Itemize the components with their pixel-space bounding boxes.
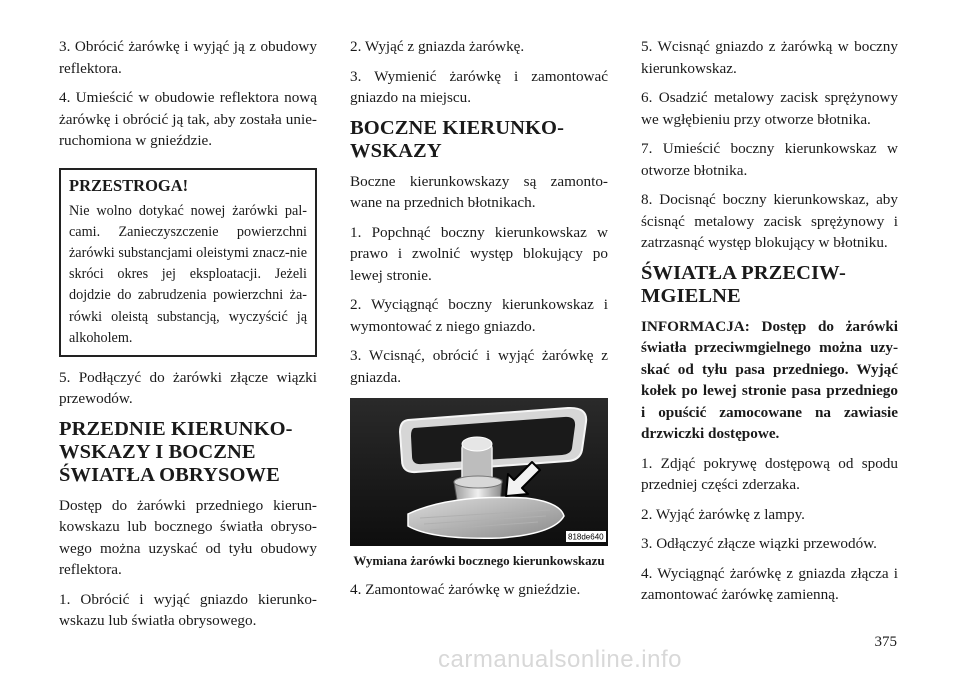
figure-code: 818de640: [568, 532, 604, 542]
step-paragraph: 4. Umieścić w obudowie reflektora nową żarówkę i obrócić ją tak, aby została unie-ruchomiona w gnieździe.: [59, 89, 317, 149]
step-paragraph: 2. Wyjąć żarówkę z lampy.: [641, 505, 805, 523]
section-heading: ŚWIATŁA PRZECIW-MGIELNE: [641, 261, 846, 307]
warning-text: Nie wolno dotykać nowej żarówki pal-cami. Zanieczyszczenie powierzchni żarówki substancjami oleistymi znacz-nie skróci okres jej eksploatacji. Jeżeli dojdzie do zabrudzenia powierzchni ża-rówki oleistą substancją, wyczyścić ją alkoholem.: [69, 202, 307, 346]
warning-title: PRZESTROGA!: [69, 175, 189, 195]
column-right: [641, 36, 898, 614]
step-paragraph: 5. Podłączyć do żarówki złącze wiązki przewodów.: [59, 368, 317, 408]
body-paragraph: Boczne kierunkowskazy są zamonto-wane na przednich błotnikach.: [350, 172, 608, 211]
section-heading: BOCZNE KIERUNKO-WSKAZY: [350, 116, 565, 162]
step-paragraph: 6. Osadzić metalowy zacisk sprężynowy we wgłębieniu przy otworze błotnika.: [641, 89, 898, 128]
step-paragraph: 5. Wcisnąć gniazdo z żarówką w boczny kierunkowskaz.: [641, 38, 898, 77]
column-middle: [350, 36, 608, 609]
step-paragraph: 3. Wcisnąć, obrócić i wyjąć żarówkę z gniazda.: [350, 347, 608, 386]
side-marker-bulb-photo: [350, 398, 608, 546]
step-paragraph: 7. Umieścić boczny kierunkowskaz w otworze błotnika.: [641, 140, 898, 179]
step-paragraph: 4. Zamontować żarówkę w gnieździe.: [350, 581, 581, 598]
step-paragraph: 3. Obrócić żarówkę i wyjąć ją z obudowy reflektora.: [59, 38, 317, 77]
step-paragraph: 3. Odłączyć złącze wiązki przewodów.: [641, 535, 877, 552]
step-paragraph: 1. Obrócić i wyjąć gniazdo kierunko-wskazu lub światła obrysowego.: [59, 590, 317, 630]
step-paragraph: 2. Wyciągnąć boczny kierunkowskaz i wymontować z niego gniazdo.: [350, 296, 608, 335]
info-note: INFORMACJA: Dostęp do żarówki światła przeciwmgielnego można uzy-skać od tyłu pasa przedniego. Wyjąć kołek po lewej stronie pasa przedniego i opuścić zamocowane na zawiasie drzwiczki dostępowe.: [641, 317, 898, 442]
step-paragraph: 4. Wyciągnąć żarówkę z gniazda złącza i zamontować żarówkę zamienną.: [641, 564, 898, 603]
step-paragraph: 2. Wyjąć z gniazda żarówkę.: [350, 38, 525, 55]
body-paragraph: Dostęp do żarówki przedniego kierun-kowskazu lub bocznego światła obryso-wego można uzyskać od tyłu obudowy reflektora.: [59, 496, 317, 579]
figure-caption: Wymiana żarówki bocznego kierunkowskazu: [353, 553, 605, 568]
watermark: carmanualsonline.info: [438, 646, 682, 673]
page-number: 375: [874, 634, 897, 650]
step-paragraph: 3. Wymienić żarówkę i zamontować gniazdo na miejscu.: [350, 67, 608, 106]
column-left: [59, 36, 317, 640]
step-paragraph: 1. Zdjąć pokrywę dostępową od spodu przedniej części zderzaka.: [641, 454, 898, 493]
step-paragraph: 8. Docisnąć boczny kierunkowskaz, aby ścisnąć metalowy zacisk sprężynowy i zatrzasnąć występ blokujący w błotniku.: [641, 191, 898, 251]
photo-illustration: [350, 398, 608, 546]
warning-box: [59, 168, 317, 357]
step-paragraph: 1. Popchnąć boczny kierunkowskaz w prawo i zwolnić występ blokujący po lewej stronie.: [350, 223, 608, 284]
section-heading: PRZEDNIE KIERUNKO-WSKAZY I BOCZNE ŚWIATŁA OBRYSOWE: [59, 417, 293, 486]
